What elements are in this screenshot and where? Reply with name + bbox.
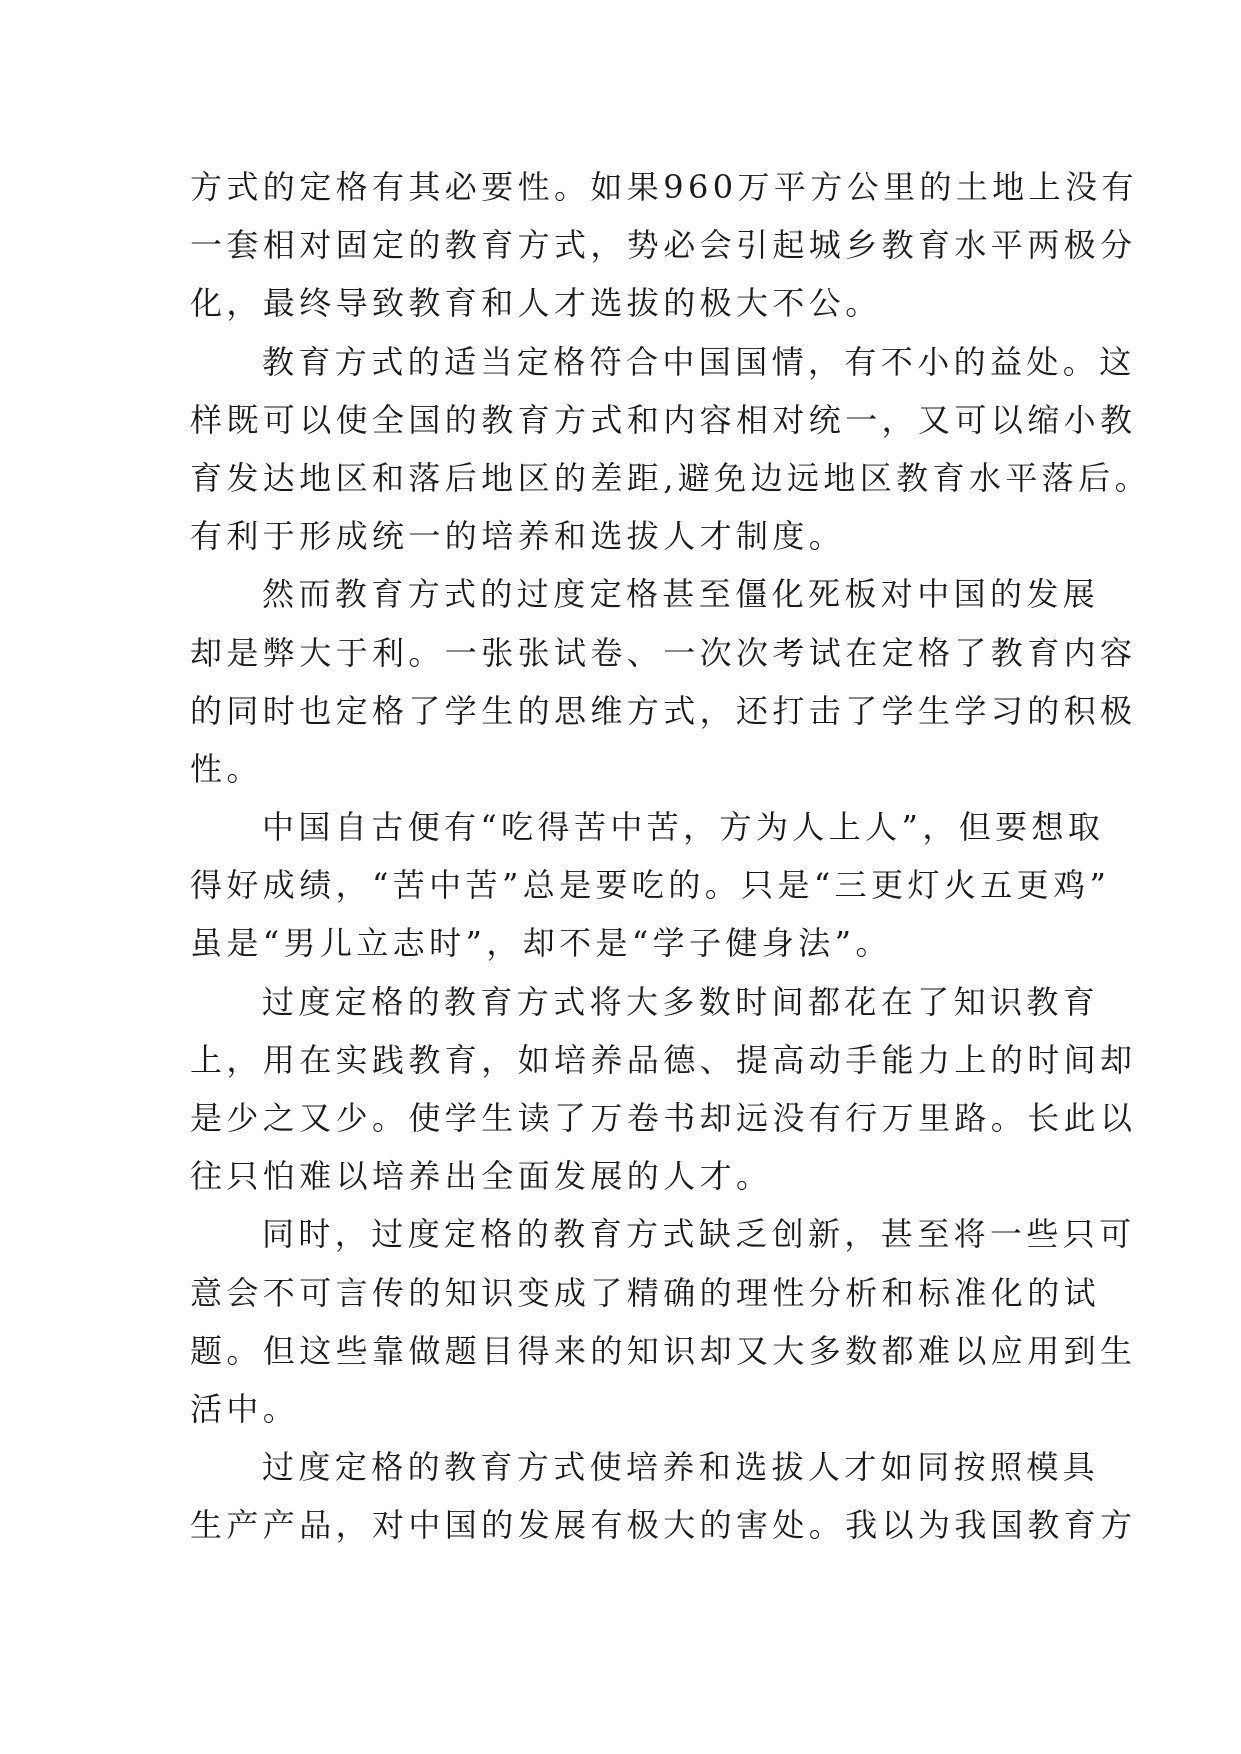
text-line: 一套相对固定的教育方式，势必会引起城乡教育水平两极分 <box>190 226 1137 265</box>
paragraph-first-line: 过度定格的教育方式使培养和选拔人才如同按照模具 <box>262 1448 1100 1487</box>
text-line: 得好成绩，“苦中苦”总是要吃的。只是“三更灯火五更鸡” <box>190 866 1111 905</box>
text-line: 虽是“男儿立志时”，却不是“学子健身法”。 <box>190 924 892 963</box>
text-line: 育发达地区和落后地区的差距,避免边远地区教育水平落后。 <box>190 458 1151 497</box>
paragraph-first-line: 同时，过度定格的教育方式缺乏创新，甚至将一些只可 <box>262 1215 1136 1254</box>
paragraph-first-line: 然而教育方式的过度定格甚至僵化死板对中国的发展 <box>262 575 1100 614</box>
text-line: 样既可以使全国的教育方式和内容相对统一，又可以缩小教 <box>190 400 1137 439</box>
text-line: 是少之又少。使学生读了万卷书却远没有行万里路。长此以 <box>190 1099 1137 1137</box>
paragraph-first-line: 中国自古便有“吃得苦中苦，方为人上人”，但要想取 <box>262 808 1105 847</box>
text-line: 方式的定格有其必要性。如果960万平方公里的土地上没有 <box>190 168 1138 206</box>
text-line: 生产产品，对中国的发展有极大的害处。我以为我国教育方 <box>190 1506 1137 1545</box>
paragraph-first-line: 过度定格的教育方式将大多数时间都花在了知识教育 <box>262 982 1100 1021</box>
text-line: 题。但这些靠做题目得来的知识却又大多数都难以应用到生 <box>190 1331 1137 1370</box>
paragraph-first-line: 教育方式的适当定格符合中国国情，有不小的益处。这 <box>262 342 1136 381</box>
text-line: 活中。 <box>190 1389 300 1428</box>
text-line: 往只怕难以培养出全面发展的人才。 <box>190 1157 773 1196</box>
document-body <box>190 158 1151 1555</box>
text-line: 化，最终导致教育和人才选拔的极大不公。 <box>190 284 882 323</box>
text-line: 有利于形成统一的培养和选拔人才制度。 <box>190 517 846 556</box>
text-line: 却是弊大于利。一张张试卷、一次次考试在定格了教育内容 <box>190 633 1137 672</box>
text-line: 上，用在实践教育，如培养品德、提高动手能力上的时间却 <box>190 1040 1137 1079</box>
text-line: 意会不可言传的知识变成了精确的理性分析和标准化的试 <box>190 1273 1101 1312</box>
text-line: 的同时也定格了学生的思维方式，还打击了学生学习的积极 <box>190 691 1137 730</box>
text-line: 性。 <box>190 749 263 788</box>
